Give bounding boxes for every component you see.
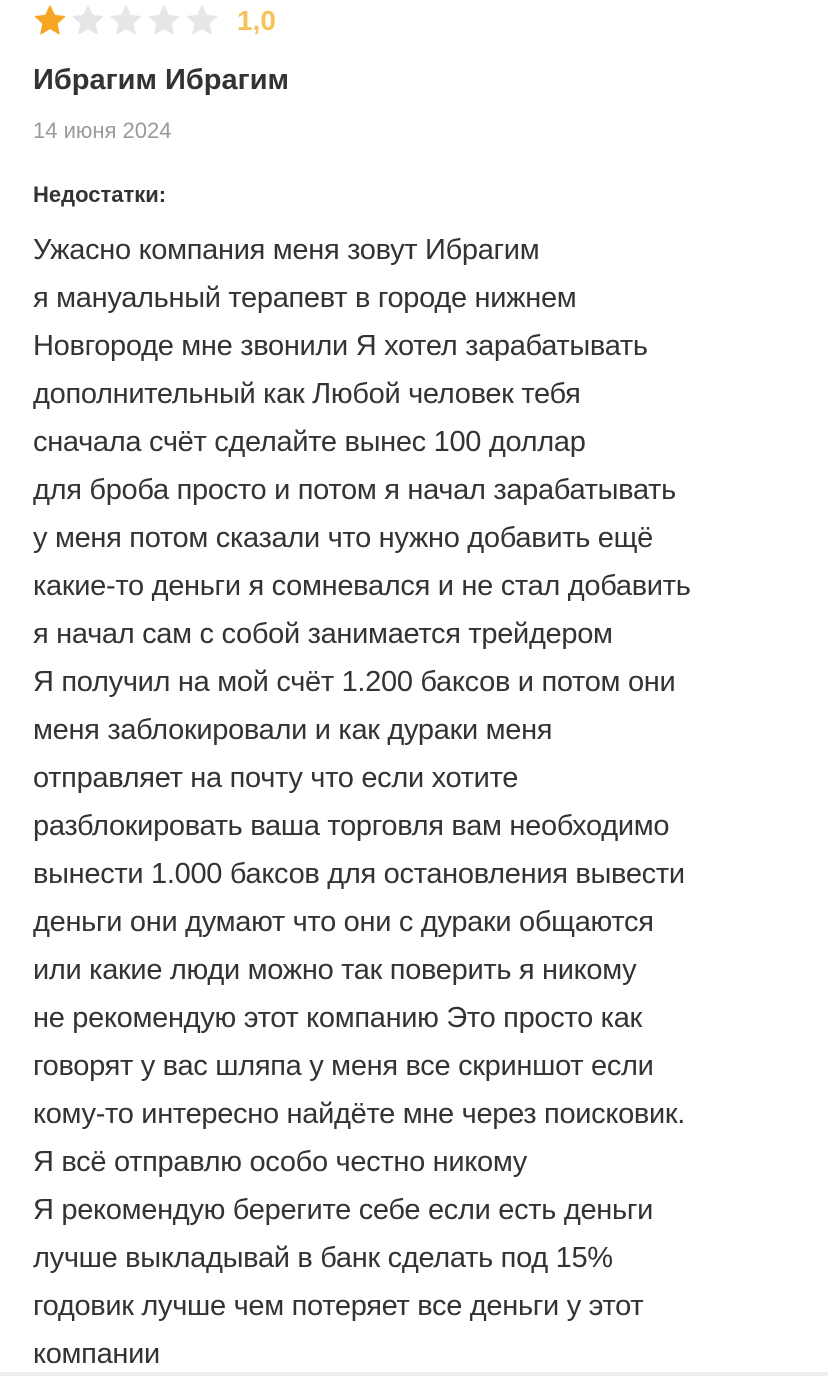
review-text-line: компании: [33, 1338, 160, 1370]
review-text-line: у меня потом сказали что нужно добавить ещё: [33, 522, 653, 554]
review-text-line: отправляет на почту что если хотите: [33, 762, 519, 794]
review-text-line: вынести 1.000 баксов для остановления вывести: [33, 858, 685, 890]
review-text-line: Новгороде мне звонили Я хотел зарабатывать: [33, 330, 648, 362]
review-text-line: или какие люди можно так поверить я никому: [33, 954, 637, 986]
star-empty-icon: [109, 4, 143, 38]
star-empty-icon: [147, 4, 181, 38]
cons-label: Недостатки:: [33, 182, 167, 207]
review-text-line: разблокировать ваша торговля вам необходимо: [33, 810, 670, 842]
review-text-line: я начал сам с собой занимается трейдером: [33, 618, 613, 650]
review-text-line: говорят у вас шляпа у меня все скриншот если: [33, 1050, 654, 1082]
review-text-line: Я всё отправлю особо честно никому: [33, 1146, 527, 1178]
review-text: [33, 226, 823, 1378]
review-text-line: Ужасно компания меня зовут Ибрагим: [33, 234, 540, 266]
review-text-line: я мануальный терапевт в городе нижнем: [33, 282, 577, 314]
review-text-line: Я рекомендую берегите себе если есть деньги: [33, 1194, 654, 1226]
star-empty-icon: [71, 4, 105, 38]
star-filled-icon: [33, 4, 67, 38]
author-name: Ибрагим Ибрагим: [33, 64, 289, 96]
divider: [0, 1372, 828, 1376]
review-text-line: годовик лучше чем потеряет все деньги у этот: [33, 1290, 644, 1322]
review-text-line: не рекомендую этот компанию Это просто как: [33, 1002, 642, 1034]
rating-value: 1,0: [237, 5, 276, 36]
review-date: 14 июня 2024: [33, 118, 172, 143]
review-text-line: Я получил на мой счёт 1.200 баксов и потом они: [33, 666, 676, 698]
review-text-line: для броба просто и потом я начал зарабатывать: [33, 474, 676, 506]
star-rating: [33, 4, 223, 38]
review-text-line: кому-то интересно найдёте мне через поисковик.: [33, 1098, 686, 1130]
review-text-line: какие-то деньги я сомневался и не стал добавить: [33, 570, 691, 602]
star-empty-icon: [185, 4, 219, 38]
review-text-line: деньги они думают что они с дураки общаются: [33, 906, 654, 938]
review-text-line: дополнительный как Любой человек тебя: [33, 378, 581, 410]
review-text-line: сначала счёт сделайте вынес 100 доллар: [33, 426, 586, 458]
rating-row: [33, 2, 276, 40]
review-text-line: лучше выкладывай в банк сделать под 15%: [33, 1242, 613, 1274]
review-text-line: меня заблокировали и как дураки меня: [33, 714, 553, 746]
